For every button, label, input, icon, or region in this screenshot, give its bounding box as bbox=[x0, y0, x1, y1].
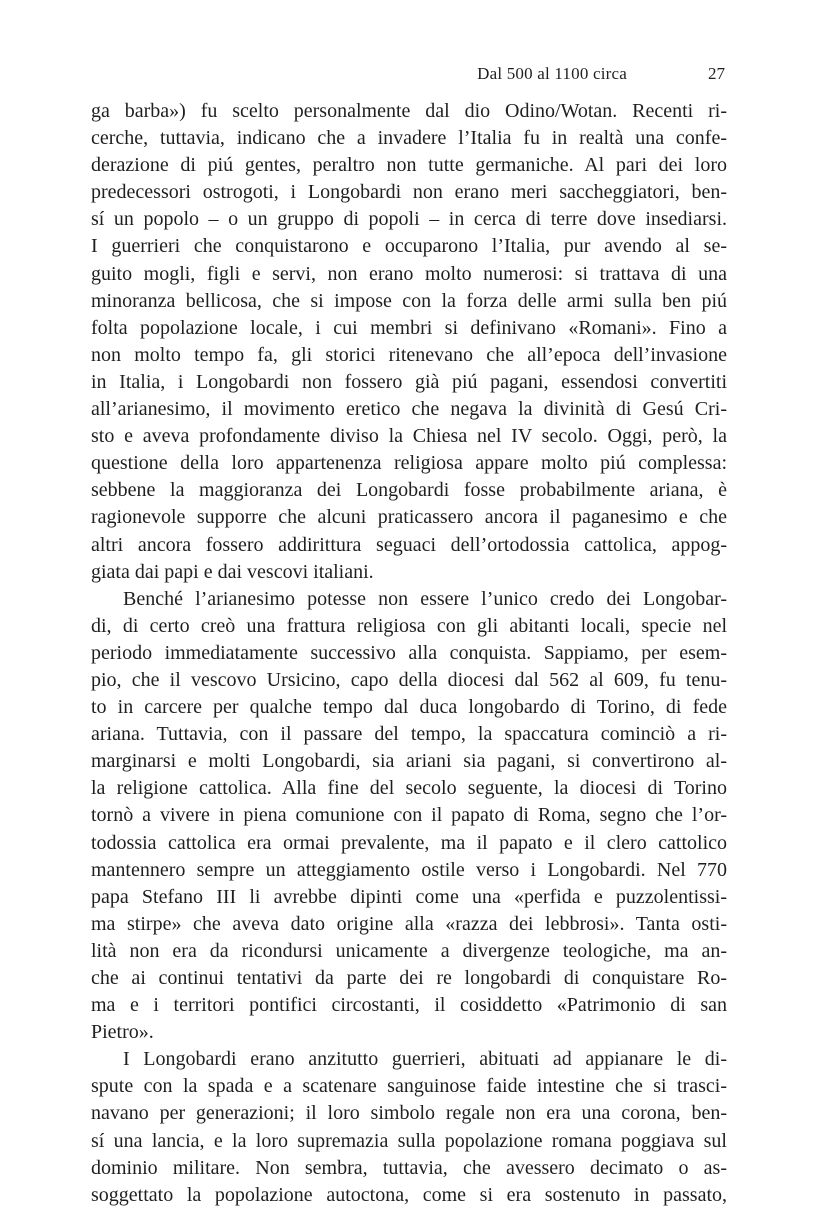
running-title: Dal 500 al 1100 circa bbox=[477, 64, 627, 83]
text-line: cerche, tuttavia, indicano che a invadere l’Italia fu in realtà una confe- bbox=[91, 127, 727, 150]
text-line: sebbene la maggioranza dei Longobardi fosse probabilmente ariana, è bbox=[91, 479, 727, 502]
text-line: di, di certo creò una frattura religiosa con gli abitanti locali, specie nel bbox=[91, 614, 727, 637]
text-line: periodo immediatamente successivo alla conquista. Sappiamo, per esem- bbox=[91, 641, 727, 664]
text-line: minoranza bellicosa, che si impose con la forza delle armi sulla ben piú bbox=[91, 289, 727, 312]
text-line: sto e aveva profondamente diviso la Chiesa nel IV secolo. Oggi, però, la bbox=[91, 425, 727, 448]
text-line: ga barba») fu scelto personalmente dal dio Odino/Wotan. Recenti ri- bbox=[91, 100, 727, 122]
text-line: ragionevole supporre che alcuni praticassero ancora il paganesimo e che bbox=[91, 506, 727, 529]
text-line: todossia cattolica era ormai prevalente, ma il papato e il clero cattolico bbox=[91, 831, 727, 854]
text-line: ma e i territori pontifici circostanti, il cosiddetto «Patrimonio di san bbox=[91, 994, 727, 1017]
text-line: sí una lancia, e la loro supremazia sulla popolazione romana poggiava sul bbox=[91, 1129, 727, 1152]
paragraph bbox=[91, 586, 727, 1047]
text-line: tornò a vivere in piena comunione con il papato di Roma, segno che l’or- bbox=[91, 804, 727, 827]
paragraph bbox=[91, 1046, 727, 1209]
running-head bbox=[91, 62, 727, 86]
text-line: soggettato la popolazione autoctona, come si era sostenuto in passato, bbox=[91, 1183, 727, 1206]
text-line: pio, che il vescovo Ursicino, capo della diocesi dal 562 al 609, fu tenu- bbox=[91, 668, 727, 691]
text-line: Benché l’arianesimo potesse non essere l’unico credo dei Longobar- bbox=[123, 587, 727, 610]
text-line: I Longobardi erano anzitutto guerrieri, abituati ad appianare le di- bbox=[123, 1048, 727, 1071]
text-line: derazione di piú gentes, peraltro non tutte germaniche. Al pari dei loro bbox=[91, 154, 727, 177]
text-line: predecessori ostrogoti, i Longobardi non erano meri saccheggiatori, ben- bbox=[91, 181, 727, 204]
text-line: sí un popolo – o un gruppo di popoli – in cerca di terre dove insediarsi. bbox=[91, 208, 727, 231]
page-number: 27 bbox=[708, 64, 725, 83]
text-line: papa Stefano III li avrebbe dipinti come una «perfida e puzzolentissi- bbox=[91, 885, 727, 908]
text-line: spute con la spada e a scatenare sanguinose faide intestine che si trasci- bbox=[91, 1075, 727, 1098]
text-line: ariana. Tuttavia, con il passare del tempo, la spaccatura cominciò a ri- bbox=[91, 723, 727, 746]
text-line: che ai continui tentativi da parte dei re longobardi di conquistare Ro- bbox=[91, 967, 727, 989]
text-line: Pietro». bbox=[91, 1021, 154, 1044]
text-line: ma stirpe» che aveva dato origine alla «razza dei lebbrosi». Tanta osti- bbox=[91, 912, 727, 935]
text-line: in Italia, i Longobardi non fossero già piú pagani, essendosi convertiti bbox=[91, 370, 727, 393]
text-line: giata dai papi e dai vescovi italiani. bbox=[91, 560, 374, 583]
text-line: questione della loro appartenenza religiosa appare molto piú complessa: bbox=[91, 452, 727, 475]
text-line: mantennero sempre un atteggiamento ostile verso i Longobardi. Nel 770 bbox=[91, 858, 727, 881]
text-line: I guerrieri che conquistarono e occuparono l’Italia, pur avendo al se- bbox=[91, 235, 727, 258]
text-line: la religione cattolica. Alla fine del secolo seguente, la diocesi di Torino bbox=[91, 777, 727, 800]
text-line: lità non era da ricondursi unicamente a divergenze teologiche, ma an- bbox=[91, 939, 727, 962]
text-line: folta popolazione locale, i cui membri si definivano «Romani». Fino a bbox=[91, 316, 727, 339]
text-line: guito mogli, figli e servi, non erano molto numerosi: si trattava di una bbox=[91, 262, 727, 285]
text-line: navano per generazioni; il loro simbolo regale non era una corona, ben- bbox=[91, 1102, 727, 1125]
text-line: all’arianesimo, il movimento eretico che negava la divinità di Gesú Cri- bbox=[91, 398, 727, 421]
text-line: non molto tempo fa, gli storici ritenevano che all’epoca dell’invasione bbox=[91, 343, 727, 366]
text-line: to in carcere per qualche tempo dal duca longobardo di Torino, di fede bbox=[91, 696, 727, 719]
text-line: dominio militare. Non sembra, tuttavia, che avessero decimato o as- bbox=[91, 1156, 727, 1179]
text-line: marginarsi e molti Longobardi, sia ariani sia pagani, si convertirono al- bbox=[91, 750, 727, 773]
paragraph bbox=[91, 98, 727, 586]
text-line: altri ancora fossero addirittura seguaci dell’ortodossia cattolica, appog- bbox=[91, 533, 727, 556]
body-text bbox=[91, 98, 727, 1209]
